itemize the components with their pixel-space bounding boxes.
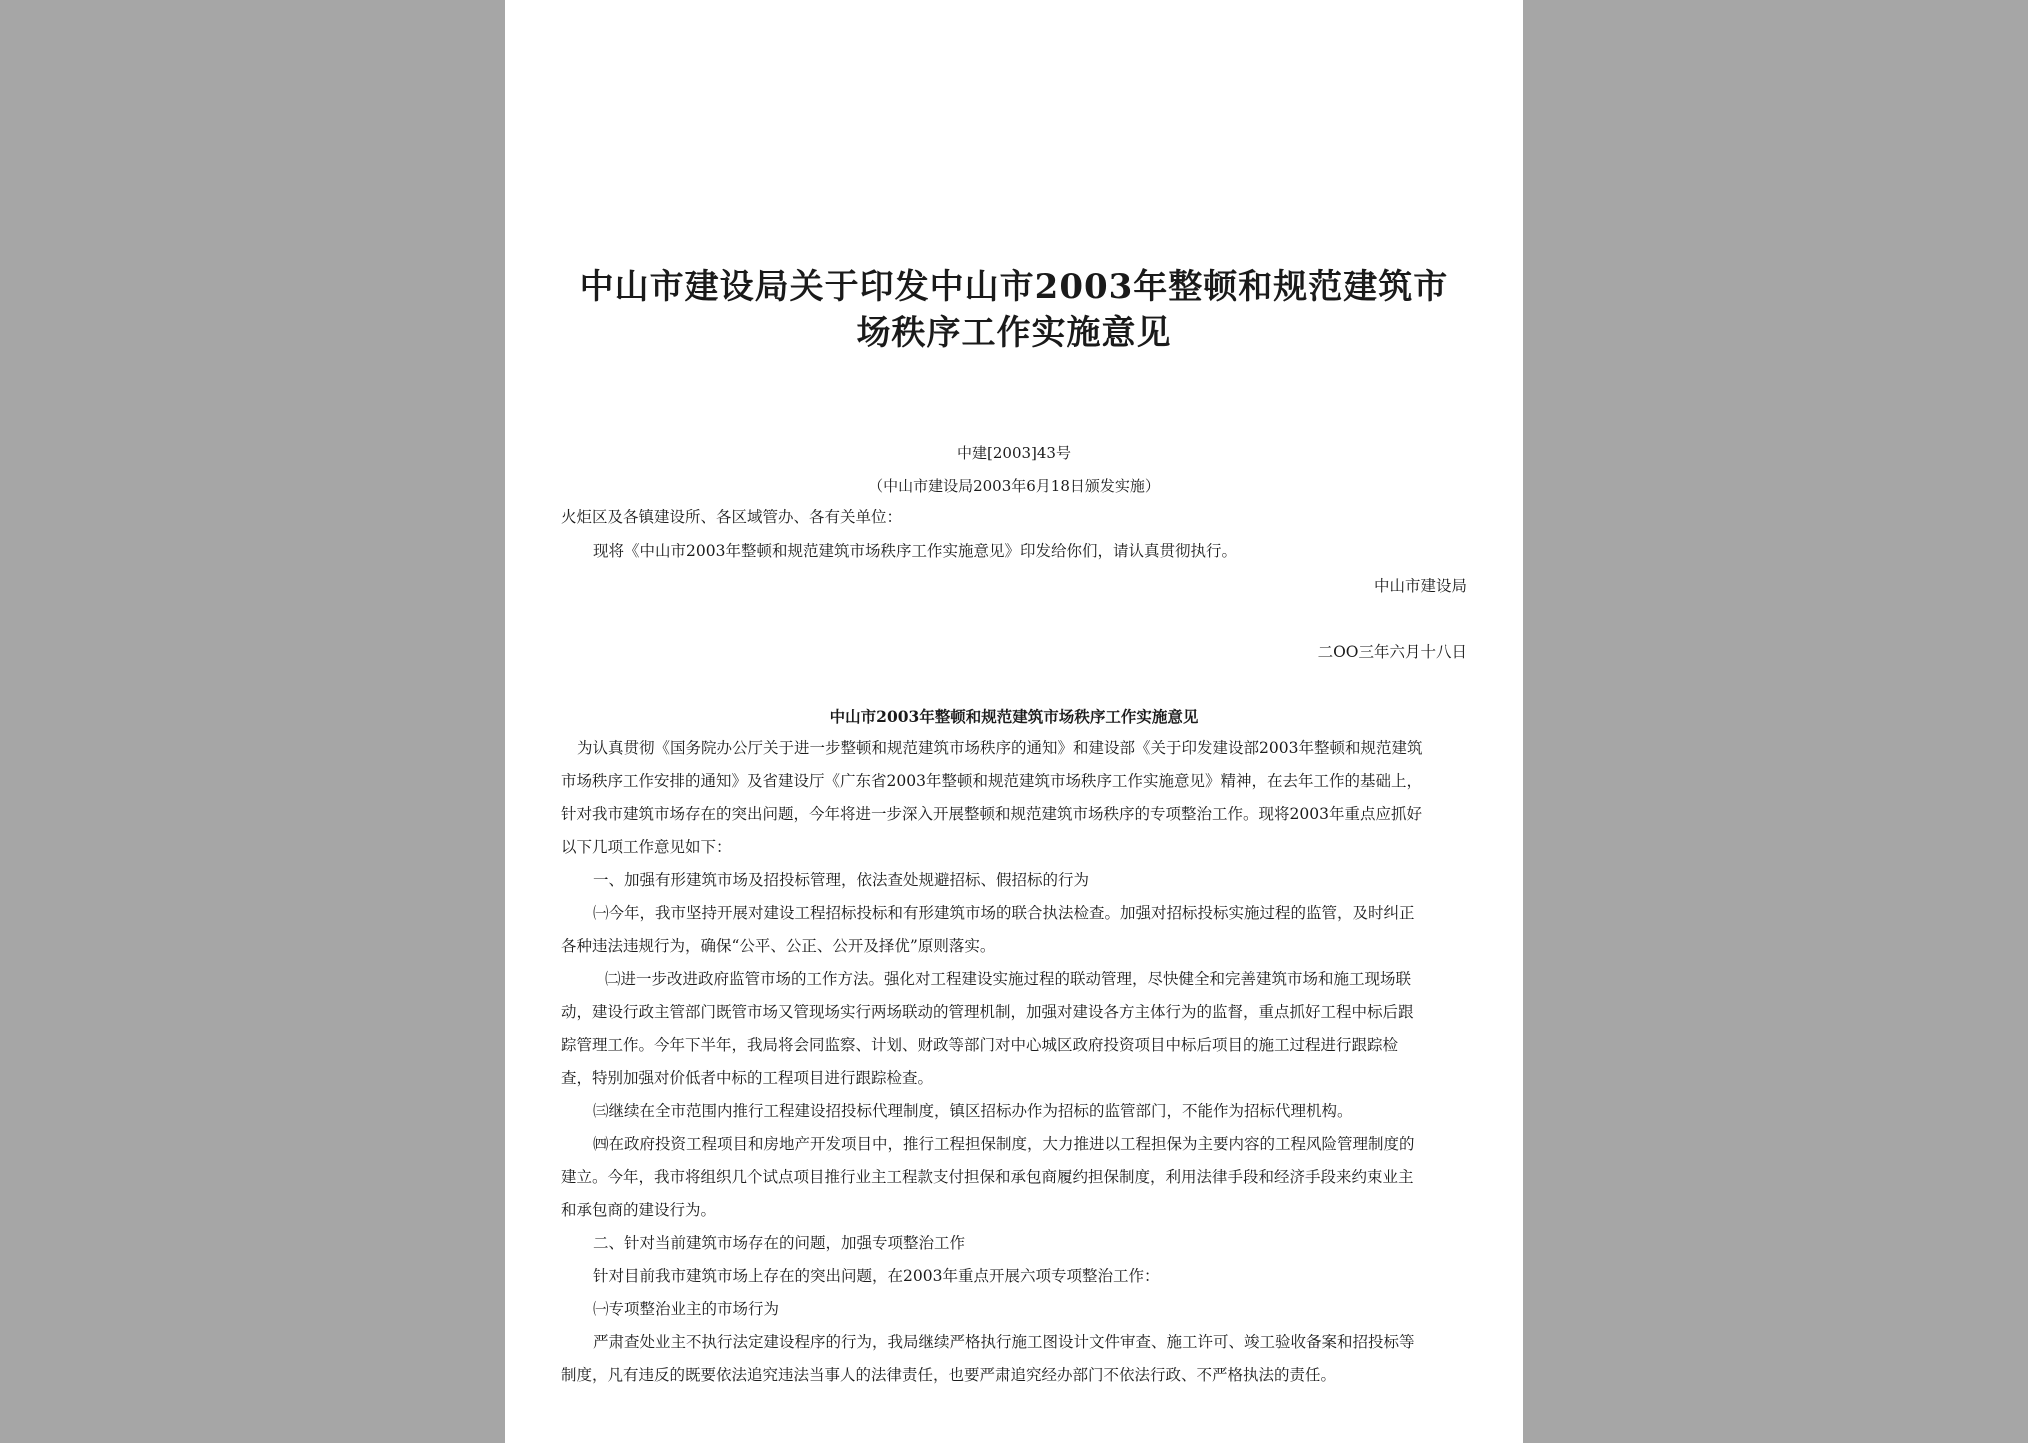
signature: 中山市建设局 — [1373, 577, 1467, 595]
section-title: 中山市2003年整顿和规范建筑市场秩序工作实施意见 — [829, 707, 1199, 726]
body-line: 针对我市建筑市场存在的突出问题，今年将进一步深入开展整顿和规范建筑市场秩序的专项整治工作。现将2003年重点应抓好 — [561, 805, 1422, 823]
body-line: 各种违法违规行为，确保“公平、公正、公开及择优”原则落实。 — [561, 937, 996, 955]
issued-note: （中山市建设局2003年6月18日颁发实施） — [868, 477, 1160, 495]
body-line: 动，建设行政主管部门既管市场又管现场实行两场联动的管理机制，加强对建设各方主体行为的监督，重点抓好工程中标后跟 — [561, 1003, 1414, 1021]
body-line: 严肃查处业主不执行法定建设程序的行为，我局继续严格执行施工图设计文件审查、施工许可、竣工验收备案和招投标等 — [593, 1333, 1415, 1351]
body-line: 制度，凡有违反的既要依法追究违法当事人的法律责任，也要严肃追究经办部门不依法行政、不严格执法的责任。 — [561, 1366, 1337, 1384]
body-line: ㈡进一步改进政府监管市场的工作方法。强化对工程建设实施过程的联动管理，尽快健全和完善建筑市场和施工现场联 — [605, 970, 1412, 988]
body-line: 和承包商的建设行为。 — [561, 1201, 717, 1219]
body-line: ㈣在政府投资工程项目和房地产开发项目中，推行工程担保制度，大力推进以工程担保为主要内容的工程风险管理制度的 — [593, 1135, 1415, 1153]
section-heading: 一、加强有形建筑市场及招投标管理，依法查处规避招标、假招标的行为 — [593, 871, 1090, 889]
body-line: 以下几项工作意见如下： — [561, 838, 732, 856]
section-heading: 二、针对当前建筑市场存在的问题，加强专项整治工作 — [593, 1234, 966, 1252]
intro-paragraph: 现将《中山市2003年整顿和规范建筑市场秩序工作实施意见》印发给你们，请认真贯彻执行。 — [593, 542, 1237, 560]
body-line: 建立。今年，我市将组织几个试点项目推行业主工程款支付担保和承包商履约担保制度，利用法律手段和经济手段来约束业主 — [561, 1168, 1414, 1186]
body-line: 踪管理工作。今年下半年，我局将会同监察、计划、财政等部门对中心城区政府投资项目中标后项目的施工过程进行跟踪检 — [561, 1036, 1399, 1054]
issue-date: 二OO三年六月十八日 — [1317, 643, 1467, 661]
body-line: 针对目前我市建筑市场上存在的突出问题，在2003年重点开展六项专项整治工作： — [593, 1267, 1160, 1285]
body-line: 查，特别加强对价低者中标的工程项目进行跟踪检查。 — [561, 1069, 934, 1087]
document-title-line-2: 场秩序工作实施意见 — [856, 313, 1172, 353]
body-line: ㈢继续在全市范围内推行工程建设招投标代理制度，镇区招标办作为招标的监管部门，不能作为招标代理机构。 — [593, 1102, 1353, 1120]
document-number: 中建[2003]43号 — [957, 444, 1071, 462]
body-line: 为认真贯彻《国务院办公厅关于进一步整顿和规范建筑市场秩序的通知》和建设部《关于印发建设部2003年整顿和规范建筑 — [577, 739, 1423, 757]
body-line: 市场秩序工作安排的通知》及省建设厅《广东省2003年整顿和规范建筑市场秩序工作实施意见》精神，在去年工作的基础上， — [561, 772, 1422, 790]
addressees: 火炬区及各镇建设所、各区域管办、各有关单位： — [561, 508, 903, 526]
subsection-heading: ㈠专项整治业主的市场行为 — [593, 1300, 780, 1318]
body-line: ㈠今年，我市坚持开展对建设工程招标投标和有形建筑市场的联合执法检查。加强对招标投标实施过程的监管，及时纠正 — [593, 904, 1415, 922]
document-page — [505, 0, 1523, 1443]
document-title-line-1: 中山市建设局关于印发中山市2003年整顿和规范建筑市 — [579, 267, 1449, 307]
